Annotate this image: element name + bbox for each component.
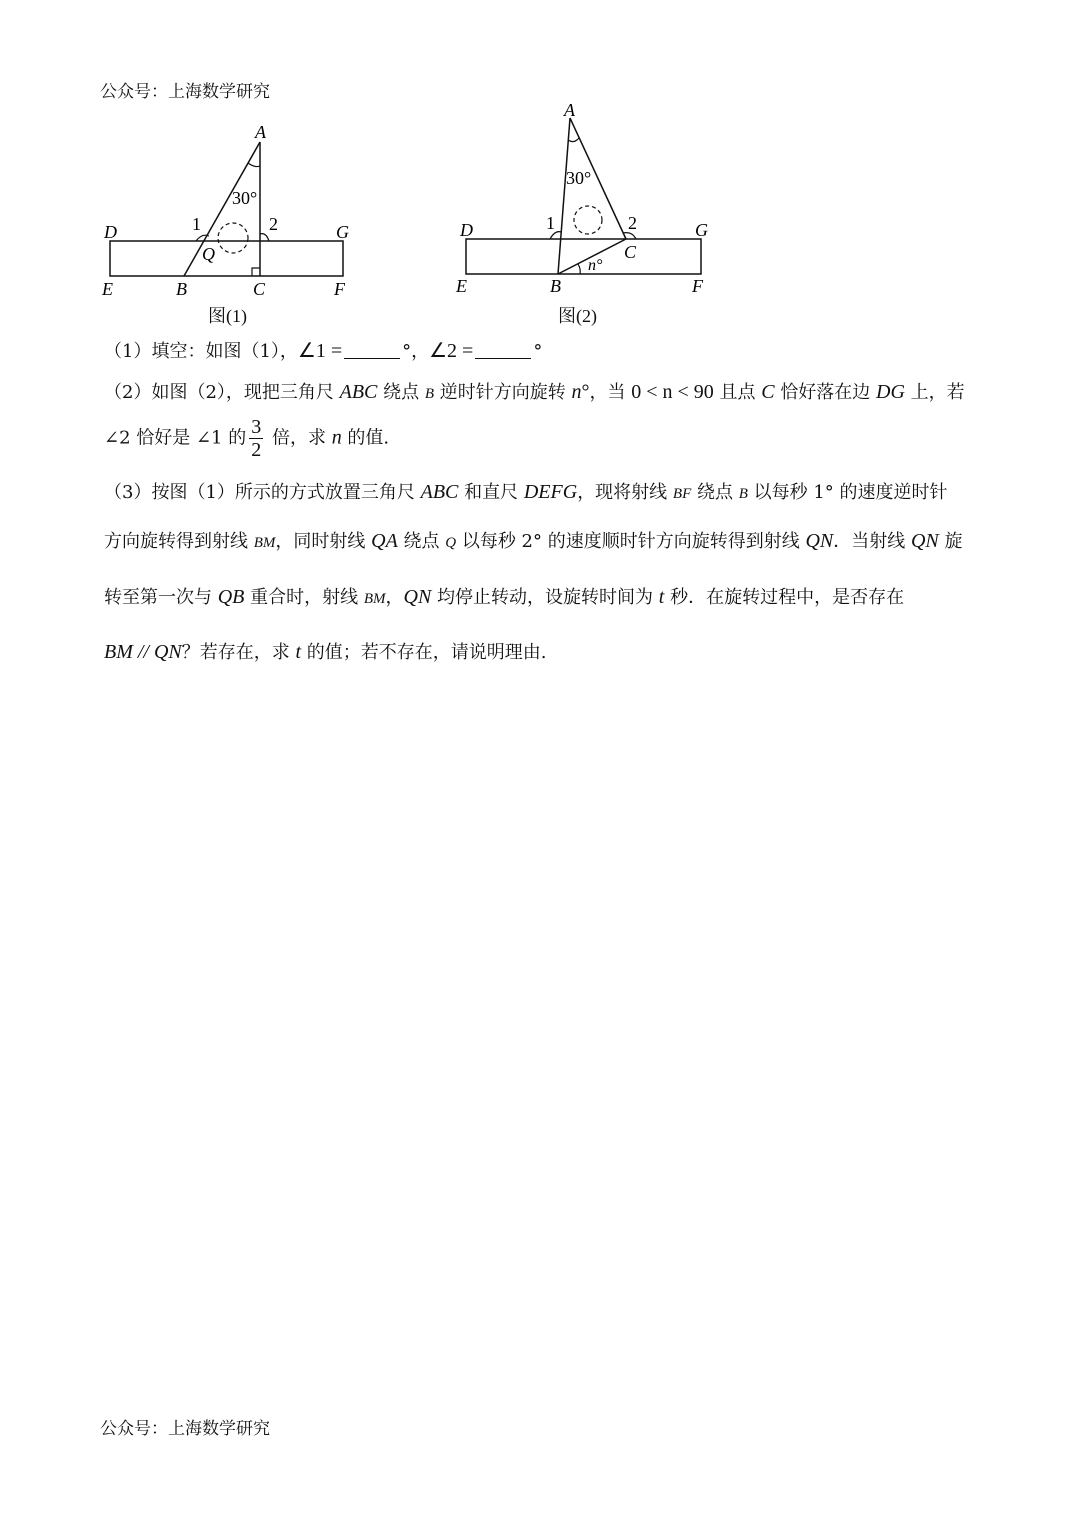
- q1-angle1: ∠1 =: [297, 340, 343, 362]
- angle-a-arc: [248, 163, 260, 167]
- side-ab: [184, 142, 260, 276]
- question-1: [104, 341, 542, 361]
- q2-text-j: 的值.: [341, 427, 390, 449]
- label-b: B: [176, 279, 187, 299]
- q2-text-b: 绕点: [377, 382, 425, 403]
- q3-text-q: ？若存在，求: [181, 642, 296, 663]
- label-d: D: [104, 222, 117, 242]
- label-1: 1: [192, 214, 201, 234]
- q2-text-f: 恰好落在边: [774, 382, 877, 403]
- q3-text-e: 以每秒 1° 的速度逆时针: [747, 482, 948, 503]
- question-3-line-4: [104, 642, 547, 662]
- q2-text-h: ∠2 恰好是 ∠1 的: [104, 427, 247, 449]
- q3-text-n: ，: [385, 587, 404, 608]
- q1-deg2: °: [533, 341, 543, 362]
- q3-t: t: [658, 586, 665, 608]
- label-d: D: [460, 220, 473, 240]
- q3-bm: BM: [253, 535, 276, 551]
- q3-abc: ABC: [420, 481, 459, 503]
- ruler-rect: [110, 241, 343, 276]
- angle-2-arc: [260, 234, 269, 241]
- q3-qn2: QN: [910, 530, 939, 552]
- label-e: E: [456, 276, 467, 296]
- q2-b: B: [424, 386, 435, 402]
- q3-text-j: ．当射线: [833, 531, 911, 552]
- q3-text-i: 以每秒 2° 的速度顺时针方向旋转得到射线: [456, 531, 806, 552]
- q3-bm2: BM: [363, 591, 386, 607]
- q2-n: n: [571, 381, 582, 403]
- angle-n-arc: [578, 264, 580, 274]
- label-b: B: [550, 276, 561, 296]
- q3-parallel: BM // QN: [104, 641, 182, 663]
- question-2-line-1: [104, 382, 965, 402]
- figure-2-diagram: [452, 98, 722, 303]
- q2-c: C: [761, 381, 775, 403]
- dashed-circle: [218, 223, 248, 253]
- q2-n2: n: [331, 426, 342, 449]
- q3-text-b: 和直尺: [458, 482, 524, 503]
- q2-abc: ABC: [339, 381, 378, 403]
- q1-prefix: （1）填空：如图（1），: [104, 341, 298, 362]
- q2-fraction: [249, 416, 263, 461]
- q1-angle2: ∠2 =: [429, 340, 474, 362]
- q3-text-f: 方向旋转得到射线: [104, 531, 254, 552]
- q2-text-a: （2）如图（2），现把三角尺: [104, 382, 340, 403]
- q3-text-c: ，现将射线: [577, 482, 673, 503]
- figure-1-caption: 图(1): [208, 306, 247, 326]
- ruler-rect: [466, 239, 701, 274]
- q3-bf: BF: [672, 486, 692, 502]
- q3-q: Q: [445, 535, 457, 551]
- figure-1: [100, 118, 370, 328]
- right-angle-mark: [252, 268, 260, 276]
- header-text: 公众号：上海数学研究: [100, 82, 270, 102]
- q3-b: B: [738, 486, 748, 502]
- q1-deg1: °，: [402, 341, 430, 362]
- q2-ineq: 0 < n < 90: [631, 381, 714, 403]
- q2-dg: DG: [876, 381, 905, 403]
- q2-frac-den: 2: [251, 439, 262, 461]
- figure-2-caption: 图(2): [558, 306, 597, 326]
- q3-text-h: 绕点: [397, 531, 446, 552]
- question-3-line-1: [104, 482, 948, 502]
- label-q: Q: [202, 244, 215, 264]
- label-f: F: [334, 279, 345, 299]
- q3-text-m: 重合时，射线: [244, 587, 364, 608]
- label-f: F: [692, 276, 703, 296]
- side-ab: [558, 118, 570, 274]
- q3-qn: QN: [805, 530, 834, 552]
- label-2: 2: [628, 213, 637, 233]
- q3-qn3: QN: [403, 586, 432, 608]
- q2-text-d: ，当: [589, 382, 632, 403]
- label-a: A: [564, 100, 575, 120]
- question-2-line-2: [104, 416, 389, 461]
- label-2: 2: [269, 214, 278, 234]
- figure-2: [452, 98, 722, 328]
- q1-blank-2[interactable]: [475, 344, 531, 359]
- q3-text-l: 转至第一次与: [104, 587, 218, 608]
- label-g: G: [336, 222, 349, 242]
- label-e: E: [102, 279, 113, 299]
- q2-text-i: 倍，求: [266, 427, 332, 449]
- q3-t2: t: [295, 641, 302, 663]
- q2-frac-num: 3: [251, 416, 262, 438]
- q1-blank-1[interactable]: [344, 344, 400, 359]
- footer-text: 公众号：上海数学研究: [100, 1419, 270, 1439]
- figure-1-diagram: [100, 118, 370, 303]
- q3-text-r: 的值；若不存在，请说明理由.: [301, 642, 547, 663]
- label-g: G: [695, 220, 708, 240]
- q3-text-a: （3）按图（1）所示的方式放置三角尺: [104, 482, 421, 503]
- q3-text-d: 绕点: [691, 482, 739, 503]
- dashed-circle: [574, 206, 602, 234]
- q3-text-k: 旋: [938, 531, 963, 552]
- angle-a-arc: [568, 138, 579, 142]
- label-1: 1: [546, 213, 555, 233]
- q2-text-e: 且点: [713, 382, 762, 403]
- q3-text-p: 秒．在旋转过程中，是否存在: [664, 587, 905, 608]
- label-30: 30°: [566, 168, 592, 188]
- q3-defg: DEFG: [523, 481, 578, 503]
- label-30: 30°: [232, 188, 258, 208]
- label-c: C: [624, 242, 637, 262]
- label-a: A: [255, 122, 266, 142]
- question-3-line-3: [104, 587, 904, 607]
- q3-qb: QB: [217, 586, 245, 608]
- question-3-line-2: [104, 531, 963, 551]
- q3-text-o: 均停止转动，设旋转时间为: [431, 587, 659, 608]
- label-n: n°: [588, 257, 603, 274]
- q2-text-c: 逆时针方向旋转: [434, 382, 572, 403]
- q3-qa: QA: [371, 530, 398, 552]
- label-c: C: [253, 279, 266, 299]
- q3-text-g: ，同时射线: [275, 531, 372, 552]
- q2-deg: °: [581, 381, 590, 403]
- q2-text-g: 上，若: [904, 382, 965, 403]
